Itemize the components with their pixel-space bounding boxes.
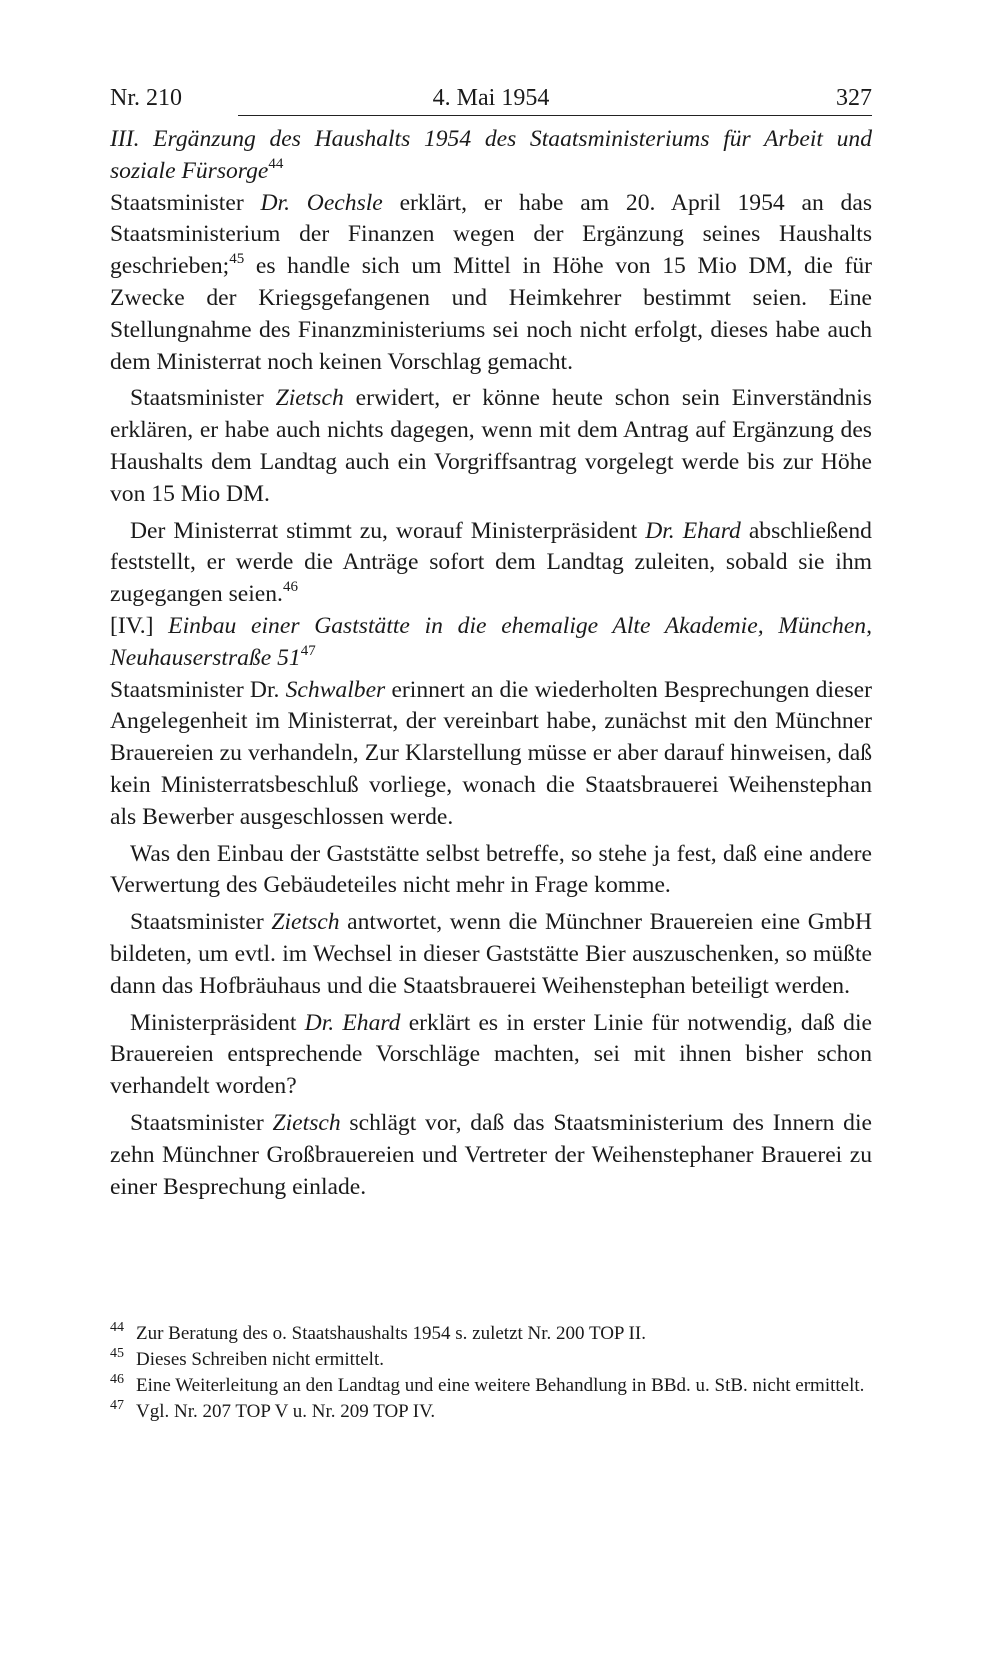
document-date: 4. Mai 1954 <box>432 85 550 111</box>
paragraph <box>110 907 872 1002</box>
speaker-name: Dr. Oechsle <box>260 189 383 216</box>
paragraph-text: erinnert an die wiederholten Besprechungen dieser Angelegenheit im Ministerrat, der vereinbart habe, zunächst mit den Münchner Brauereien zu verhandeln, Zur Klarstellung müsse er aber darauf hinweisen, daß kein Ministerratsbeschluß vorliege, wonach die Staatsbrauerei Weihenstephan als Bewerber ausgeschlossen werde. <box>110 676 872 830</box>
footnote-number: 46 <box>110 1372 124 1387</box>
paragraph <box>110 839 872 903</box>
footnote-text: Zur Beratung des o. Staatshaushalts 1954 s. zuletzt Nr. 200 TOP II. <box>136 1323 646 1344</box>
paragraph-text: erklärt es in erster Linie für notwendig, daß die Brauereien entsprechende Vorschläge machten, sei mit ihnen bisher schon verhandelt worden? <box>110 1009 873 1100</box>
paragraph <box>110 1108 872 1203</box>
speaker-name: Dr. Ehard <box>304 1009 401 1036</box>
running-header <box>110 80 872 116</box>
footnote-number: 44 <box>110 1320 124 1335</box>
section-heading-3-text: III. Ergänzung des Haushalts 1954 des Staatsministeriums für Arbeit und soziale Fürsorge <box>110 126 872 184</box>
paragraph <box>110 516 872 611</box>
footnote-ref-47: 47 <box>300 642 316 659</box>
footnote-ref-44: 44 <box>268 155 284 172</box>
footnote-47 <box>110 1400 872 1424</box>
speaker-name: Zietsch <box>275 385 344 412</box>
paragraph <box>110 675 872 834</box>
footnote-ref-46: 46 <box>282 579 298 596</box>
footnote-46 <box>110 1374 872 1398</box>
paragraph-text: antwortet, wenn die Münchner Brauereien eine GmbH bildeten, um evtl. im Wechsel in dieser Gaststätte Bier auszuschenken, so müßte dann das Hofbräuhaus und die Staatsbrauerei Weihenstephan beteiligt werden. <box>110 909 872 999</box>
footnote-text: Eine Weiterleitung an den Landtag und eine weitere Behandlung in BBd. u. StB. nicht ermittelt. <box>136 1375 865 1396</box>
paragraph-text: Staatsminister <box>130 1109 273 1136</box>
paragraph <box>110 383 872 510</box>
section-heading-4-text: Einbau einer Gaststätte in die ehemalige Alte Akademie, München, Neuhauserstraße 51 <box>110 612 872 671</box>
section-heading-4-prefix <box>110 613 153 639</box>
section-heading-3 <box>110 124 872 188</box>
speaker-name: Zietsch <box>272 1109 341 1136</box>
footnotes <box>110 1322 872 1426</box>
speaker-name: Dr. Ehard <box>645 517 741 544</box>
document-body <box>110 124 872 1203</box>
footnote-number: 45 <box>110 1346 124 1361</box>
paragraph-text: Staatsminister <box>130 909 272 936</box>
footnote-text: Dieses Schreiben nicht ermittelt. <box>136 1349 384 1370</box>
paragraph-text: erwidert, er könne heute schon sein Einverständnis erklären, er habe auch nichts dagegen, wenn mit dem Antrag auf Ergänzung des Haushalts dem Landtag auch ein Vorgriffsantrag vorgelegt werde bis zur Höhe von 15 Mio DM. <box>110 385 872 507</box>
paragraph-text: Staatsminister <box>110 189 261 216</box>
header-rule <box>238 115 872 116</box>
section-heading-4 <box>110 611 872 675</box>
speaker-name: Schwalber <box>285 676 386 703</box>
footnote-44 <box>110 1322 872 1346</box>
footnote-ref-45: 45 <box>229 251 245 268</box>
paragraph-text: schlägt vor, daß das Staatsministerium des Innern die zehn Münchner Großbrauereien und Vertreter der Weihenstephaner Brauerei zu einer Besprechung einlade. <box>110 1109 872 1200</box>
page-number: 327 <box>836 85 872 111</box>
paragraph <box>110 188 872 379</box>
document-page <box>110 80 872 1203</box>
paragraph <box>110 1008 872 1103</box>
paragraph-text: Staatsminister Dr. <box>110 676 286 703</box>
footnote-number: 47 <box>110 1398 124 1413</box>
paragraph-text: Staatsminister <box>130 385 276 412</box>
paragraph-text: Der Ministerrat stimmt zu, worauf Ministerpräsident <box>130 517 646 544</box>
paragraph-text: abschließend feststellt, er werde die Anträge sofort dem Landtag zuleiten, sobald sie ihm zugegangen seien. <box>110 517 872 608</box>
speaker-name: Zietsch <box>271 909 340 936</box>
paragraph-text: Ministerpräsident <box>130 1009 305 1036</box>
paragraph-text: es handle sich um Mittel in Höhe von 15 Mio DM, die für Zwecke der Kriegsgefangenen und Heimkehrer bestimmt seien. Eine Stellungnahme des Finanzministeriums sei noch nicht erfolgt, dieses habe auch dem Ministerrat noch keinen Vorschlag gemacht. <box>110 253 872 375</box>
section-heading-4-number: [IV.] <box>110 612 154 639</box>
footnote-45 <box>110 1348 872 1372</box>
document-number: Nr. 210 <box>110 85 182 111</box>
paragraph-text: Was den Einbau der Gaststätte selbst betreffe, so stehe ja fest, daß eine andere Verwertung des Gebäudeteiles nicht mehr in Frage komme. <box>110 840 872 899</box>
footnote-text: Vgl. Nr. 207 TOP V u. Nr. 209 TOP IV. <box>136 1401 436 1422</box>
paragraph-text: erklärt, er habe am 20. April 1954 an das Staatsministerium der Finanzen wegen der Ergänzung seines Haushalts geschrieben; <box>110 189 873 280</box>
